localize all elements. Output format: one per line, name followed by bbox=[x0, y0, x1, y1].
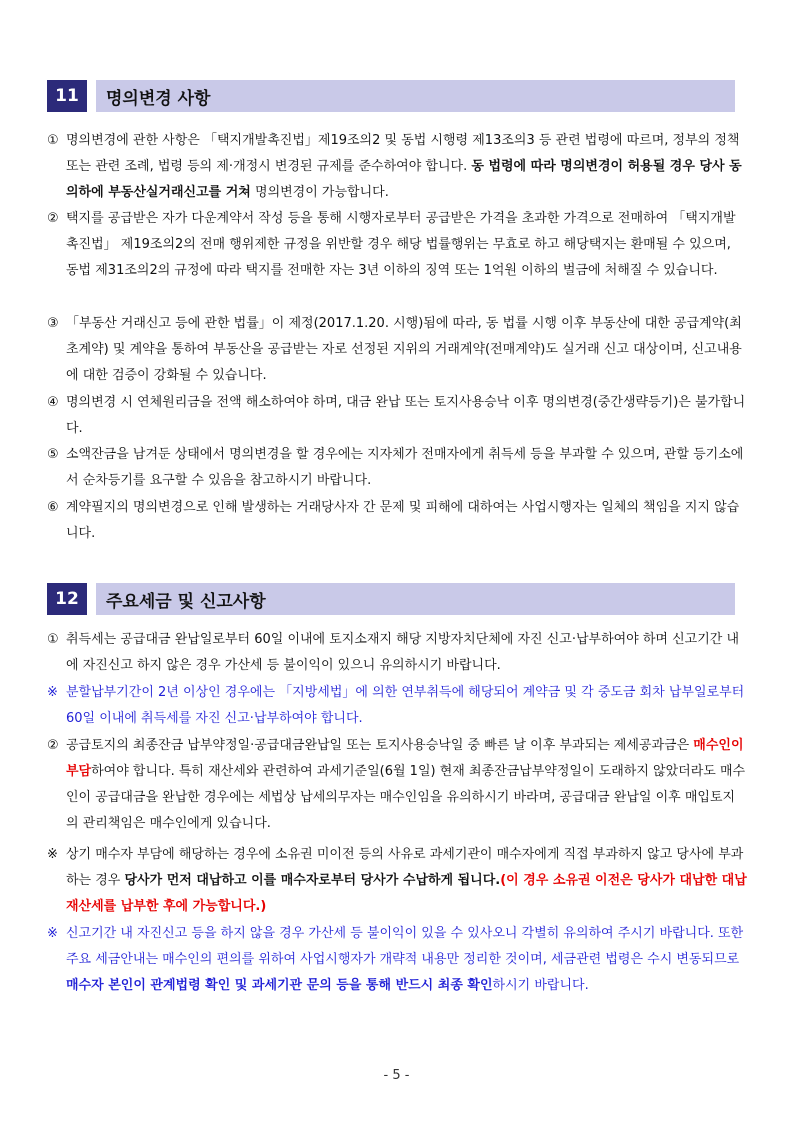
s12-item-1 bbox=[47, 627, 747, 679]
note-text: 분할납부기간이 2년 이상인 경우에는 「지방세법」에 의한 연부취득에 해당되어 계약금 및 각 중도금 회차 납부일로부터 60일 이내에 취득세를 자진 신고·납부하여야 합니다. bbox=[66, 685, 745, 726]
section-number: 11 bbox=[47, 80, 87, 112]
red-emphasis: (이 경우 소유권 이전은 당사가 대납한 대납재산세를 납부한 후에 가능합니다.) bbox=[66, 873, 747, 914]
note-marker: ※ bbox=[47, 926, 58, 941]
item-marker: ③ bbox=[47, 316, 59, 331]
item-text: 소액잔금을 남겨둔 상태에서 명의변경을 할 경우에는 지자체가 전매자에게 취득세 등을 부과할 수 있으며, 관할 등기소에서 순차등기를 요구할 수 있음을 참고하시기 바랍니다. bbox=[66, 447, 744, 488]
item-marker: ⑥ bbox=[47, 500, 59, 515]
item-marker: ② bbox=[47, 211, 59, 226]
item-marker: ① bbox=[47, 133, 59, 148]
s11-item-5 bbox=[47, 442, 747, 494]
item-text: 명의변경에 관한 사항은 「택지개발촉진법」제19조의2 및 동법 시행령 제13조의3 등 관련 법령에 따르며, 정부의 정책 또는 관련 조례, 법령 등의 제·개정시 변경된 규제를 준수하여야 합니다. 동 법령에 따라 명의변경이 허용될 경우 당사 동의하에 부동산실거래신고를 거쳐 명의변경이 가능합니다. bbox=[66, 133, 742, 200]
item-text: 계약필지의 명의변경으로 인해 발생하는 거래당사자 간 문제 및 피해에 대하여는 사업시행자는 일체의 책임을 지지 않습니다. bbox=[66, 500, 740, 541]
item-marker: ④ bbox=[47, 395, 59, 410]
s11-item-1 bbox=[47, 128, 747, 206]
item-marker: ⑤ bbox=[47, 447, 59, 462]
section-header-11 bbox=[47, 80, 735, 112]
s12-note-2 bbox=[47, 842, 747, 920]
s11-item-3 bbox=[47, 311, 747, 389]
s12-item-2 bbox=[47, 733, 747, 837]
s11-item-4 bbox=[47, 390, 747, 442]
s11-item-6 bbox=[47, 495, 747, 547]
red-emphasis: 매수인이 부담 bbox=[66, 738, 744, 779]
section-number: 12 bbox=[47, 583, 87, 615]
bold-emphasis: 매수자 본인이 관계법령 확인 및 과세기관 문의 등을 통해 반드시 최종 확인 bbox=[66, 978, 493, 993]
item-text: 취득세는 공급대금 완납일로부터 60일 이내에 토지소재지 해당 지방자치단체에 자진 신고·납부하여야 하며 신고기간 내에 자진신고 하지 않은 경우 가산세 등 불이익이 있으니 유의하시기 바랍니다. bbox=[66, 632, 740, 673]
bold-emphasis: 동 법령에 따라 명의변경이 허용될 경우 당사 동의하에 부동산실거래신고를 거쳐 bbox=[66, 159, 742, 200]
section-header-12 bbox=[47, 583, 735, 615]
s12-note-1 bbox=[47, 680, 747, 732]
note-marker: ※ bbox=[47, 847, 58, 862]
item-marker: ② bbox=[47, 738, 59, 753]
bold-emphasis: 당사가 먼저 대납하고 이를 매수자로부터 당사가 수납하게 됩니다. bbox=[124, 873, 501, 888]
section-title: 주요세금 및 신고사항 bbox=[96, 583, 735, 615]
section-title: 명의변경 사항 bbox=[96, 80, 735, 112]
note-text: 상기 매수자 부담에 해당하는 경우에 소유권 미이전 등의 사유로 과세기관이 매수자에게 직접 부과하지 않고 당사에 부과하는 경우 당사가 먼저 대납하고 이를 매수자로부터 당사가 수납하게 됩니다.(이 경우 소유권 이전은 당사가 대납한 대납재산세를 납부한 후에 가능합니다.) bbox=[66, 847, 747, 914]
s12-note-3 bbox=[47, 921, 747, 999]
item-text: 「부동산 거래신고 등에 관한 법률」이 제정(2017.1.20. 시행)됨에 따라, 동 법률 시행 이후 부동산에 대한 공급계약(최초계약) 및 계약을 통하여 부동산을 공급받는 자로 선정된 지위의 거래계약(전매계약)도 실거래 신고 대상이며, 신고내용에 대한 검증이 강화될 수 있습니다. bbox=[66, 316, 742, 383]
item-marker: ① bbox=[47, 632, 59, 647]
s11-item-2 bbox=[47, 206, 747, 284]
note-marker: ※ bbox=[47, 685, 58, 700]
item-text: 명의변경 시 연체원리금을 전액 해소하여야 하며, 대금 완납 또는 토지사용승낙 이후 명의변경(중간생략등기)은 불가합니다. bbox=[66, 395, 746, 436]
note-text: 신고기간 내 자진신고 등을 하지 않을 경우 가산세 등 불이익이 있을 수 있사오니 각별히 유의하여 주시기 바랍니다. 또한 주요 세금안내는 매수인의 편의를 위하여 사업시행자가 개략적 내용만 정리한 것이며, 세금관련 법령은 수시 변동되므로 매수자 본인이 관계법령 확인 및 과세기관 문의 등을 통해 반드시 최종 확인하시기 바랍니다. bbox=[66, 926, 744, 993]
item-text: 택지를 공급받은 자가 다운계약서 작성 등을 통해 시행자로부터 공급받은 가격을 초과한 가격으로 전매하여 「택지개발촉진법」 제19조의2의 전매 행위제한 규정을 위반할 경우 해당 법률행위는 무효로 하고 해당택지는 환매될 수 있으며, 동법 제31조의2의 규정에 따라 택지를 전매한 자는 3년 이하의 징역 또는 1억원 이하의 벌금에 처해질 수 있습니다. bbox=[66, 211, 736, 278]
page-number: - 5 - bbox=[383, 1068, 410, 1083]
item-text: 공급토지의 최종잔금 납부약정일·공급대금완납일 또는 토지사용승낙일 중 빠른 날 이후 부과되는 제세공과금은 매수인이 부담하여야 합니다. 특히 재산세와 관련하여 과세기준일(6월 1일) 현재 최종잔금납부약정일이 도래하지 않았더라도 매수인이 공급대금을 완납한 경우에는 세법상 납세의무자는 매수인임을 유의하시기 바라며, 공급대금 완납일 이후 매입토지의 관리책임은 매수인에게 있습니다. bbox=[66, 738, 746, 831]
